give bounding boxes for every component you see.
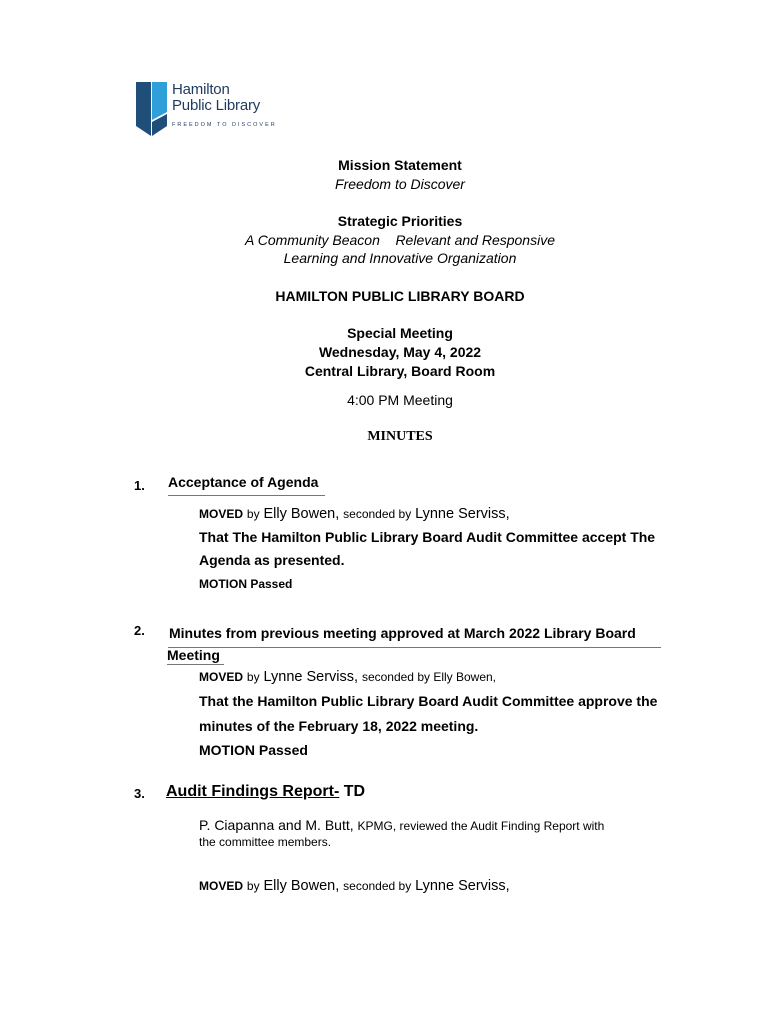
meeting-type: Special Meeting [347, 325, 453, 341]
seconder-name: Lynne Serviss, [415, 878, 510, 894]
item-2-motion-line2: minutes of the February 18, 2022 meeting. [199, 718, 479, 734]
item-2-heading-rule [168, 647, 661, 648]
seconded-by-label: seconded by [343, 879, 412, 893]
seconded-by-label: seconded by [343, 507, 412, 521]
item-2-motion-line1: That the Hamilton Public Library Board Audit Committee approve the [199, 693, 658, 709]
moved-label: MOVED [199, 507, 244, 521]
board-title: HAMILTON PUBLIC LIBRARY BOARD [275, 288, 525, 304]
moved-label: MOVED [199, 879, 244, 893]
item-2-result: MOTION Passed [199, 742, 308, 758]
mover-name: Elly Bowen, [263, 506, 340, 522]
item-3-review-line2: the committee members. [199, 835, 332, 849]
item-1-number: 1. [134, 478, 145, 493]
by-label: by [246, 507, 260, 521]
item-2-moved-line [199, 667, 496, 686]
item-2-heading-rule2 [167, 664, 224, 665]
moved-label: MOVED [199, 670, 244, 684]
mission-title: Mission Statement [338, 157, 462, 173]
by-label: by [246, 879, 260, 893]
seconded-by-label: seconded by Elly Bowen, [361, 670, 497, 684]
item-1-moved-line [199, 504, 510, 523]
item-2-heading-line2: Meeting [167, 647, 220, 663]
mission-text: Freedom to Discover [335, 176, 465, 192]
item-3-moved-line [199, 876, 510, 895]
item-3-heading [166, 783, 365, 801]
item-1-heading: Acceptance of Agenda [168, 474, 319, 490]
item-1-result: MOTION Passed [199, 577, 293, 591]
item-2-heading-line1: Minutes from previous meeting approved at March 2022 Library Board [169, 625, 636, 641]
meeting-time: 4:00 PM Meeting [347, 392, 453, 408]
item-1-motion-line1: That The Hamilton Public Library Board Audit Committee accept The [199, 529, 656, 545]
priorities-line1 [0, 231, 770, 249]
priorities-title: Strategic Priorities [337, 213, 463, 229]
priority-community-beacon: A Community Beacon [245, 232, 380, 248]
minutes-heading: MINUTES [367, 429, 433, 444]
logo-name-line2: Public Library [172, 97, 261, 114]
reviewers: P. Ciapanna and M. Butt, [199, 817, 354, 833]
library-logo-icon [136, 82, 168, 136]
logo-name-line1: Hamilton [172, 81, 230, 98]
priorities-line2: Learning and Innovative Organization [283, 250, 517, 266]
item-2-number: 2. [134, 623, 145, 638]
by-label: by [246, 670, 260, 684]
item-3-heading-suffix: TD [339, 783, 366, 800]
priority-relevant-responsive: Relevant and Responsive [395, 232, 555, 248]
library-logo [136, 82, 276, 136]
review-text: KPMG, reviewed the Audit Finding Report with [357, 819, 605, 833]
item-3-heading-underlined: Audit Findings Report- [166, 783, 340, 800]
meeting-location: Central Library, Board Room [304, 363, 496, 379]
item-3-number: 3. [134, 786, 145, 801]
mover-name: Lynne Serviss, [263, 669, 359, 685]
logo-tagline: FREEDOM TO DISCOVER [172, 122, 277, 128]
mover-name: Elly Bowen, [263, 878, 340, 894]
seconder-name: Lynne Serviss, [415, 506, 510, 522]
item-1-motion-line2: Agenda as presented. [199, 552, 345, 568]
item-1-heading-rule [168, 495, 325, 496]
meeting-date: Wednesday, May 4, 2022 [318, 344, 482, 360]
